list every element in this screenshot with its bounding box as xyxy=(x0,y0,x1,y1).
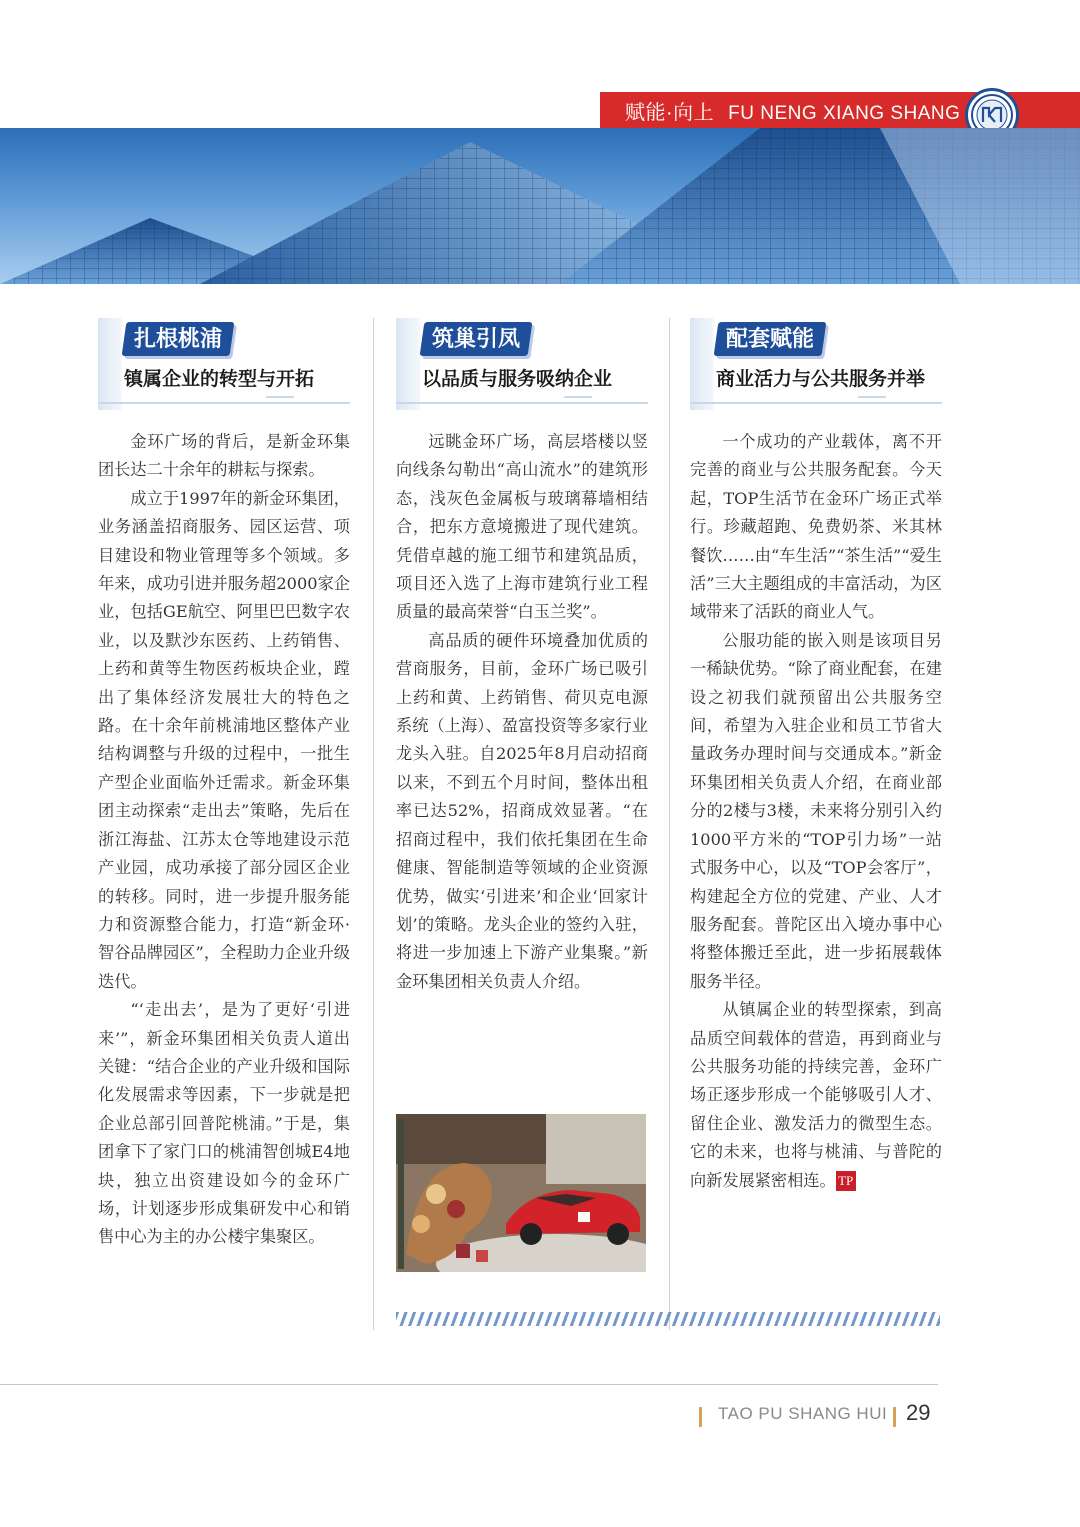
section-header-bg xyxy=(98,318,122,410)
paragraph: 成立于1997年的新金环集团，业务涵盖招商服务、园区运营、项目建设和物业管理等多个领域。多年来，成功引进并服务超2000家企业，包括GE航空、阿里巴巴数字农业，以及默沙东医药、上药销售、上药和黄等生物医药板块企业，蹚出了集体经济发展壮大的特色之路。在十余年前桃浦地区整体产业结构调整与升级的过程中，一批生产型企业面临外迁需求。新金环集团主动探索“走出去”策略，先后在浙江海盐、江苏太仓等地建设示范产业园，成功承接了部分园区企业的转移。同时，进一步提升服务能力和资源整合能力，打造“新金环·智谷品牌园区”，全程助力企业升级迭代。 xyxy=(98,488,350,991)
footer-publication-name: TAO PU SHANG HUI xyxy=(718,1404,888,1423)
section-header-bg xyxy=(690,318,714,410)
section-badge-text: 配套赋能 xyxy=(726,326,815,351)
section-header-title-cn: 赋能·向上 xyxy=(625,102,715,124)
article-column-1 xyxy=(98,428,350,1252)
section-header-1 xyxy=(98,318,350,410)
section-divider xyxy=(690,402,942,404)
section-header-3 xyxy=(690,318,942,410)
footer-accent-bar xyxy=(699,1407,702,1427)
event-photo-sports-car xyxy=(396,1114,646,1272)
section-subtitle: 镇属企业的转型与开拓 xyxy=(124,368,315,390)
page-number: 29 xyxy=(906,1400,931,1425)
header-banner-image xyxy=(0,128,1080,284)
section-subtitle: 以品质与服务吸纳企业 xyxy=(422,368,613,390)
section-badge-text: 扎根桃浦 xyxy=(134,326,223,351)
section-header-title-en: FU NENG XIANG SHANG xyxy=(728,103,961,124)
paragraph: 金环广场的背后，是新金环集团长达二十余年的耕耘与探索。 xyxy=(98,432,350,480)
section-badge-text: 筑巢引凤 xyxy=(432,326,521,351)
paragraph-text: 从镇属企业的转型探索，到高品质空间载体的营造，再到商业与公共服务功能的持续完善，金环广场正逐步形成一个能够吸引人才、留住企业、激发活力的微型生态。它的未来，也将与桃浦、与普陀的向新发展紧密相连。 xyxy=(690,1000,942,1190)
section-divider xyxy=(98,402,350,404)
section-badge xyxy=(420,322,533,356)
section-header-2 xyxy=(396,318,648,410)
paragraph xyxy=(690,996,942,1195)
paragraph: 远眺金环广场，高层塔楼以竖向线条勾勒出“高山流水”的建筑形态，浅灰色金属板与玻璃幕墙相结合，把东方意境搬进了现代建筑。凭借卓越的施工细节和建筑品质，项目还入选了上海市建筑行业工程质量的最高荣誉“白玉兰奖”。 xyxy=(396,432,648,622)
section-badge xyxy=(122,322,235,356)
footer-rule xyxy=(0,1384,938,1385)
paragraph: 公服功能的嵌入则是该项目另一稀缺优势。“除了商业配套，在建设之初我们就预留出公共服务空间，希望为入驻企业和员工节省大量政务办理时间与交通成本。”新金环集团相关负责人介绍，在商业部分的2楼与3楼，未来将分别引入约1000平方米的“TOP引力场”一站式服务中心，以及“TOP会客厅”，构建起全方位的党建、产业、人才服务配套。普陀区出入境办事中心将整体搬迁至此，进一步拓展载体服务半径。 xyxy=(690,630,942,991)
section-badge xyxy=(714,322,827,356)
article-column-3 xyxy=(690,428,942,1195)
column-divider xyxy=(373,318,374,1330)
section-header-bg xyxy=(396,318,420,410)
section-subtitle: 商业活力与公共服务并举 xyxy=(716,368,926,390)
paragraph: “‘走出去’，是为了更好‘引进来’”，新金环集团相关负责人道出关键：“结合企业的产业升级和国际化发展需求等因素，下一步就是把企业总部引回普陀桃浦。”于是，集团拿下了家门口的桃浦智创城E4地块，独立出资建设如今的金环广场，计划逐步形成集研发中心和销售中心为主的办公楼宇集聚区。 xyxy=(98,1000,350,1247)
article-column-2 xyxy=(396,428,648,996)
decorative-hatch-divider xyxy=(396,1312,940,1326)
section-header-title xyxy=(625,98,960,128)
paragraph: 一个成功的产业载体，离不开完善的商业与公共服务配套。今天起，TOP生活节在金环广场正式举行。珍藏超跑、免费奶茶、米其林餐饮……由“车生活”“茶生活”“爱生活”三大主题组成的丰富活动，为区域带来了活跃的商业人气。 xyxy=(690,432,942,622)
paragraph: 高品质的硬件环境叠加优质的营商服务，目前，金环广场已吸引上药和黄、上药销售、荷贝克电源系统（上海）、盈富投资等多家行业龙头入驻。自2025年8月启动招商以来，不到五个月时间，整体出租率已达52%，招商成效显著。“在招商过程中，我们依托集团在生命健康、智能制造等领域的企业资源优势，做实‘引进来’和企业‘回家计划’的策略。龙头企业的签约入驻，将进一步加速上下游产业集聚。”新金环集团相关负责人介绍。 xyxy=(396,630,648,991)
article-end-mark-icon: TP xyxy=(836,1171,856,1191)
column-divider xyxy=(669,318,670,1330)
section-divider xyxy=(396,402,648,404)
footer-accent-bar xyxy=(893,1407,896,1427)
